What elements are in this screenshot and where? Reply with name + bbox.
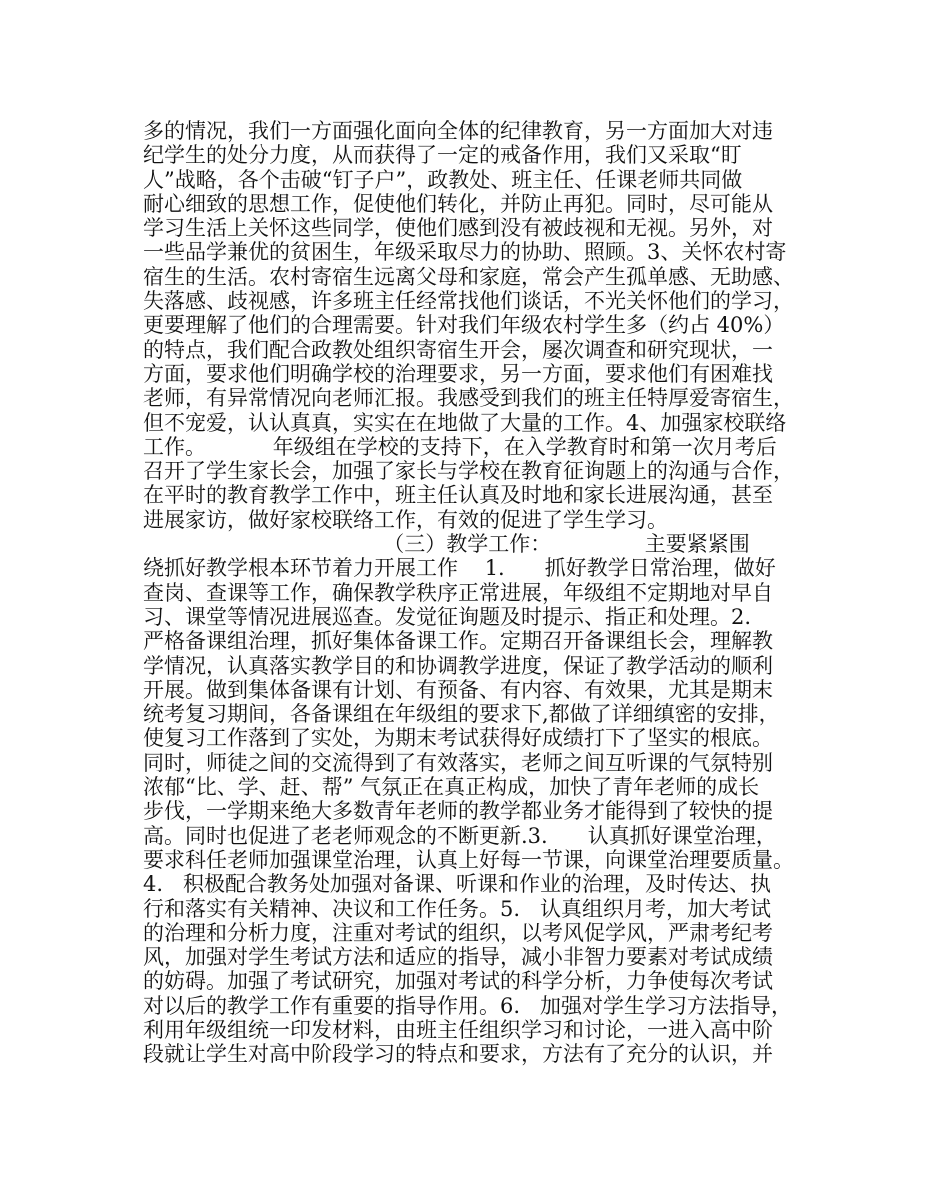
text-line: 更要理解了他们的合理需要。针对我们年级农村学生多（约占 40%） bbox=[143, 313, 785, 338]
text-line: 高。同时也促进了老老师观念的不断更新.3. 认真抓好课堂治理， bbox=[143, 823, 777, 848]
text-line: 同时，师徒之间的交流得到了有效落实，老师之间互听课的气氛特别 bbox=[143, 750, 773, 775]
text-line: 耐心细致的思想工作，促使他们转化，并防止再犯。同时，尽可能从 bbox=[143, 191, 773, 216]
text-line: 方面，要求他们明确学校的治理要求，另一方面，要求他们有困难找 bbox=[143, 361, 773, 386]
text-line: 步伐，一学期来绝大多数青年老师的教学都业务才能得到了较快的提 bbox=[143, 799, 773, 824]
text-line: 学习生活上关怀这些同学，使他们感到没有被歧视和无视。另外，对 bbox=[143, 216, 773, 241]
text-line: 老师，有异常情况向老师汇报。我感受到我们的班主任特厚爱寄宿生， bbox=[143, 386, 794, 411]
text-line: 的特点，我们配合政教处组织寄宿生开会，屡次调查和研究现状，一 bbox=[143, 337, 773, 362]
text-line: 严格备课组治理，抓好集体备课工作。定期召开备课组长会，理解教 bbox=[143, 629, 773, 654]
text-line: 利用年级组统一印发材料，由班主任组织学习和讨论，一进入高中阶 bbox=[143, 1017, 773, 1042]
text-line: 绕抓好教学根本环节着力开展工作 1. 抓好教学日常治理，做好 bbox=[143, 556, 776, 581]
text-line: 统考复习期间，各备课组在年级组的要求下,都做了详细缜密的安排， bbox=[143, 702, 780, 727]
body-text bbox=[143, 119, 833, 1067]
text-line: 的治理和分析力度，注重对考试的组织，以考风促学风，严肃考纪考 bbox=[143, 920, 773, 945]
text-line: 使复习工作落到了实处，为期末考试获得好成绩打下了坚实的根底。 bbox=[143, 726, 773, 751]
text-line: 工作。 年级组在学校的支持下，在入学教育时和第一次月考后 bbox=[143, 434, 777, 459]
text-line: 行和落实有关精神、决议和工作任务。5. 认真组织月考，加大考试 bbox=[143, 896, 772, 921]
text-line: 在平时的教育教学工作中，班主任认真及时地和家长进展沟通，甚至 bbox=[143, 483, 773, 508]
text-line: 进展家访，做好家校联络工作，有效的促进了学生学习。 bbox=[143, 507, 668, 532]
text-line: 要求科任老师加强课堂治理，认真上好每一节课，向课堂治理要质量。 bbox=[143, 847, 794, 872]
text-line: 习、课堂等情况进展巡查。发觉征询题及时提示、指正和处理。2. bbox=[143, 604, 752, 629]
text-line: 段就让学生对高中阶段学习的特点和要求，方法有了充分的认识，并 bbox=[143, 1042, 773, 1067]
text-line: 风，加强对学生考试方法和适应的指导，减小非智力要素对考试成绩 bbox=[143, 945, 773, 970]
text-line: 学情况，认真落实教学目的和协调教学进度，保证了教学活动的顺利 bbox=[143, 653, 773, 678]
text-line: 对以后的教学工作有重要的指导作用。6. 加强对学生学习方法指导， bbox=[143, 993, 793, 1018]
text-line: 多的情况，我们一方面强化面向全体的纪律教育，另一方面加大对违 bbox=[143, 119, 773, 143]
text-line: 开展。做到集体备课有计划、有预备、有内容、有效果，尤其是期末 bbox=[143, 677, 773, 702]
text-line: 纪学生的处分力度，从而获得了一定的戒备作用，我们又采取“盯 bbox=[143, 143, 742, 168]
text-line: 浓郁“比、学、赶、帮” 气氛正在真正构成，加快了青年老师的成长 bbox=[143, 775, 760, 800]
text-line: 一些品学兼优的贫困生，年级采取尽力的协助、照顾。3、关怀农村寄 bbox=[143, 240, 787, 265]
text-line: 失落感、歧视感，许多班主任经常找他们谈话，不光关怀他们的学习， bbox=[143, 289, 794, 314]
text-line: 但不宠爱，认认真真，实实在在地做了大量的工作。4、加强家校联络 bbox=[143, 410, 787, 435]
text-line: （三）教学工作： 主要紧紧围 bbox=[143, 532, 750, 557]
text-line: 的妨碍。加强了考试研究，加强对考试的科学分析，力争使每次考试 bbox=[143, 969, 773, 994]
text-line: 查岗、查课等工作，确保教学秩序正常进展，年级组不定期地对早自 bbox=[143, 580, 773, 605]
text-line: 人”战略，各个击破“钉子户”，政教处、班主任、任课老师共同做 bbox=[143, 167, 743, 192]
text-line: 4. 积极配合教务处加强对备课、听课和作业的治理，及时传达、执 bbox=[143, 872, 772, 897]
text-line: 召开了学生家长会，加强了家长与学校在教育征询题上的沟通与合作， bbox=[143, 459, 794, 484]
text-line: 宿生的生活。农村寄宿生远离父母和家庭，常会产生孤单感、无助感、 bbox=[143, 264, 794, 289]
